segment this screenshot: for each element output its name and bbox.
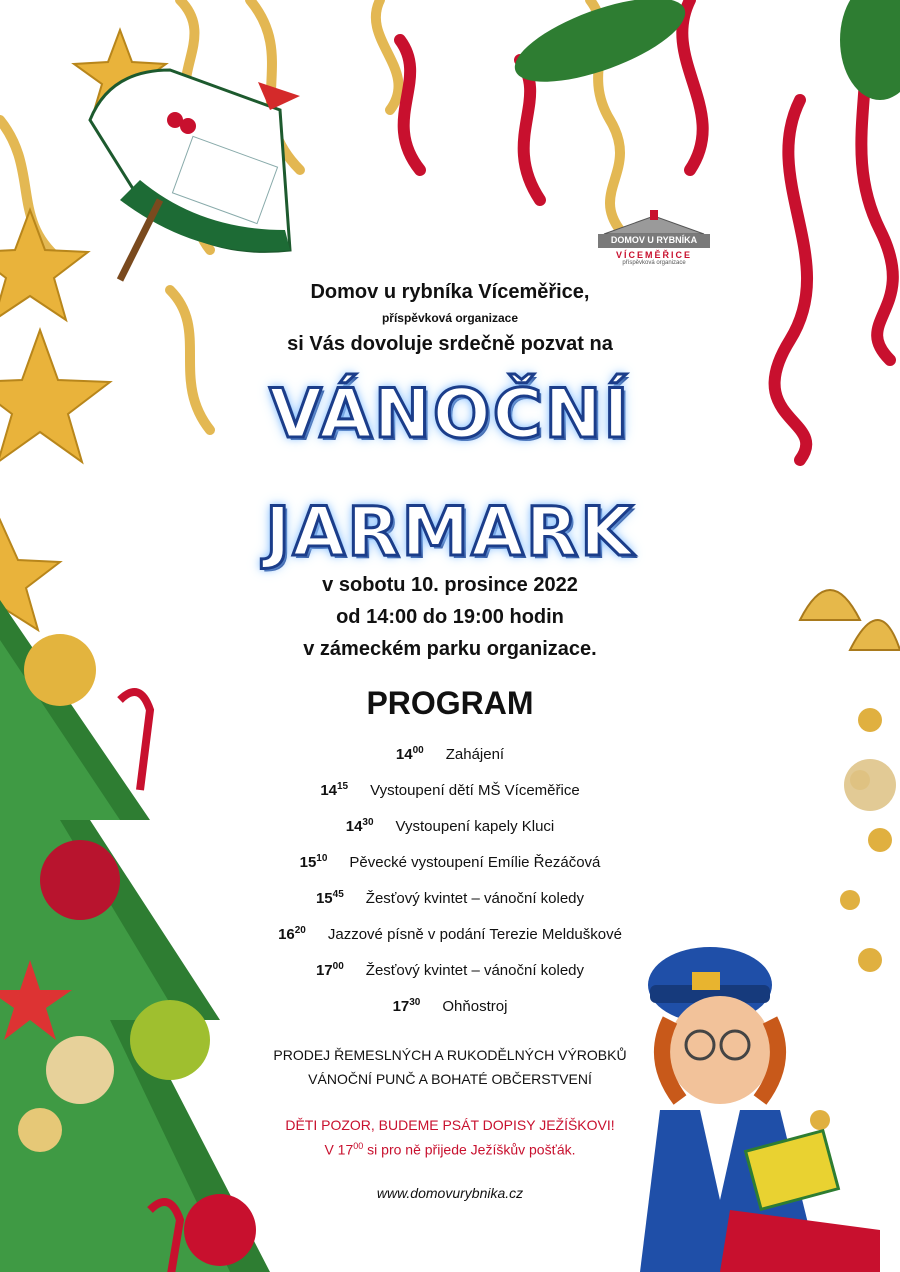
program-item-time: $17^{30}$ [392,997,421,1015]
website-link[interactable]: www.domovurybnika.cz [376,1185,524,1201]
event-date: v sobotu 10. prosince 2022 [322,574,578,596]
event-place: v zámeckém parku organizace. [303,638,597,660]
program-item-time: $14^{15}$ [320,781,349,799]
program-item-time: $17^{00}$ [315,961,344,979]
program-item-label: Jazzové písně v podání Terezie Melduškové [327,926,622,943]
program-item [0,745,900,763]
event-title-line2: JARMARK [265,493,635,572]
program-heading: PROGRAM [366,685,534,721]
program-item-label: Vystoupení dětí MŠ Víceměřice [370,782,580,799]
program-item [0,889,900,907]
program-item-time: $14^{00}$ [395,745,424,763]
event-time: od 14:00 do 19:00 hodin [336,606,564,628]
program-item [0,853,900,871]
sales-line-2: VÁNOČNÍ PUNČ A BOHATÉ OBČERSTVENÍ [308,1071,592,1087]
program-item-label: Žesťový kvintet – vánoční koledy [365,890,585,907]
children-notice: DĚTI POZOR, BUDEME PSÁT DOPISY JEŽÍŠKOVI! [285,1117,615,1133]
program-item [0,961,900,979]
logo-name: DOMOV U RYBNÍKA [610,235,698,245]
program-item-label: Zahájení [445,746,505,763]
postman-notice: V $17^{00}$ si pro ně přijede Ježíškův pošťák. [324,1141,576,1158]
program-item [0,817,900,835]
organization-logo [598,210,710,266]
program-item-label: Ohňostroj [442,998,508,1015]
program-item-time: $16^{20}$ [278,925,306,943]
logo-subtitle: příspěvková organizace [622,260,686,266]
program-item-label: Pěvecké vystoupení Emílie Řezáčová [349,854,601,871]
program-item [0,997,900,1015]
logo-town: VÍCEMĚŘICE [615,250,692,260]
event-title-line1: VÁNOČNÍ [269,375,631,454]
program-item-label: Žesťový kvintet – vánoční koledy [365,962,585,979]
program-item-label: Vystoupení kapely Kluci [395,818,555,835]
program-item [0,925,900,943]
program-item [0,781,900,799]
organization-type: příspěvková organizace [381,311,519,325]
organization-name: Domov u rybníka Víceměřice, [310,281,590,303]
program-item-time: $15^{10}$ [299,853,328,871]
program-item-time: $15^{45}$ [315,889,344,907]
program-item-time: $14^{30}$ [345,817,374,835]
invitation-text: si Vás dovoluje srdečně pozvat na [287,333,613,355]
building-icon [598,210,710,236]
sales-line-1: PRODEJ ŘEMESLNÝCH A RUKODĚLNÝCH VÝROBKŮ [273,1047,627,1063]
